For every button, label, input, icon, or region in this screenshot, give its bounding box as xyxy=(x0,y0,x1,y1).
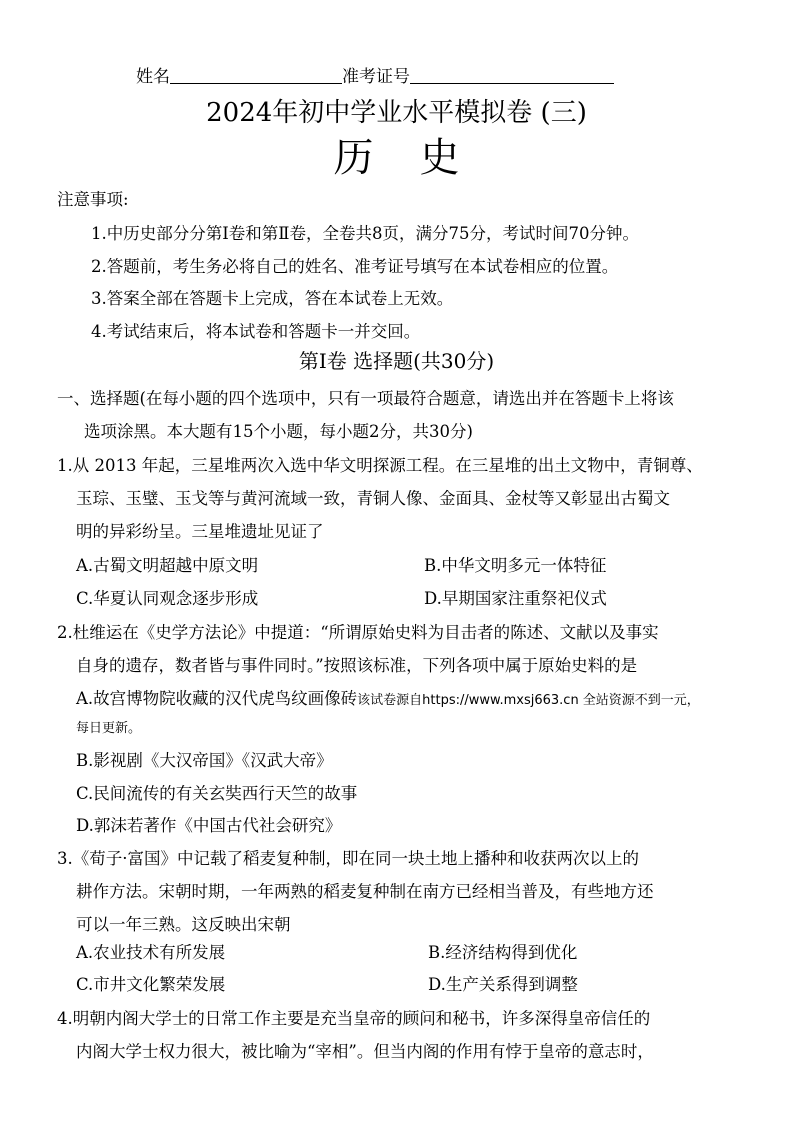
candidate-info xyxy=(136,62,614,87)
notice-item: 2.答题前，考生务必将自己的姓名、准考证号填写在本试卷相应的位置。 xyxy=(91,257,619,276)
exam-title: 2024年初中学业水平模拟卷 (三) xyxy=(206,98,587,128)
question-2-option-d[interactable]: D.郭沫若著作《中国古代社会研究》 xyxy=(76,816,342,835)
question-3-stem: 3.《荀子·富国》中记载了稻麦复种制，即在同一块土地上播种和收获两次以上的 xyxy=(57,849,639,868)
question-1-option-a[interactable]: A.古蜀文明超越中原文明 xyxy=(76,556,259,575)
question-2-option-c[interactable]: C.民间流传的有关玄奘西行天竺的故事 xyxy=(76,784,358,803)
question-1-option-b[interactable]: B.中华文明多元一体特征 xyxy=(424,556,607,575)
watermark-text: 该试卷源自https://www.mxsj663.cn 全站资源不到一元， xyxy=(357,693,700,708)
part-intro-line: 选项涂黑。本大题有15个小题，每小题2分，共30分) xyxy=(84,422,473,441)
section-title: 第Ⅰ卷 选择题(共30分) xyxy=(298,349,495,373)
name-field[interactable] xyxy=(170,65,342,84)
question-3-option-c[interactable]: C.市井文化繁荣发展 xyxy=(76,975,226,994)
name-label: 姓名 xyxy=(136,67,170,87)
notice-item: 4.考试结束后，将本试卷和答题卡一并交回。 xyxy=(91,322,421,341)
question-3-option-b[interactable]: B.经济结构得到优化 xyxy=(428,943,578,962)
question-3-stem: 可以一年三熟。这反映出宋朝 xyxy=(76,915,291,934)
question-3-option-a[interactable]: A.农业技术有所发展 xyxy=(76,943,226,962)
notice-heading: 注意事项: xyxy=(57,190,129,209)
question-4-stem: 4.明朝内阁大学士的日常工作主要是充当皇帝的顾问和秘书，许多深得皇帝信任的 xyxy=(57,1009,651,1028)
notice-item: 3.答案全部在答题卡上完成，答在本试卷上无效。 xyxy=(91,289,454,308)
question-2-option-b[interactable]: B.影视剧《大汉帝国》《汉武大帝》 xyxy=(76,751,333,770)
option-a-text: A.故宫博物院收藏的汉代虎鸟纹画像砖 xyxy=(76,689,358,708)
subject-title: 历史 xyxy=(333,135,506,181)
notice-item: 1.中历史部分分第Ⅰ卷和第Ⅱ卷，全卷共8页，满分75分，考试时间70分钟。 xyxy=(91,224,639,243)
question-1-option-c[interactable]: C.华夏认同观念逐步形成 xyxy=(76,589,259,608)
part-intro-line: 一、选择题(在每小题的四个选项中，只有一项最符合题意，请选出并在答题卡上将该 xyxy=(57,389,674,408)
question-2-stem: 自身的遗存，数者皆与事件同时。”按照该标准，下列各项中属于原始史料的是 xyxy=(76,656,638,675)
ticket-label: 准考证号 xyxy=(342,67,410,87)
question-2-option-a[interactable] xyxy=(76,688,700,712)
ticket-number-field[interactable] xyxy=(410,65,614,84)
question-2-stem: 2.杜维运在《史学方法论》中提道：“所谓原始史料为目击者的陈述、文献以及事实 xyxy=(57,623,659,642)
question-1-stem: 1.从 2013 年起，三星堆两次入选中华文明探源工程。在三星堆的出土文物中，青铜尊、 xyxy=(57,456,703,475)
question-1-stem: 玉琮、玉璧、玉戈等与黄河流域一致，青铜人像、金面具、金杖等又彰显出古蜀文 xyxy=(76,489,670,508)
question-4-stem: 内阁大学士权力很大，被比喻为“宰相”。但当内阁的作用有悖于皇帝的意志时， xyxy=(76,1042,654,1061)
watermark-text: 每日更新。 xyxy=(76,721,142,736)
question-1-option-d[interactable]: D.早期国家注重祭祀仪式 xyxy=(424,589,607,608)
question-3-option-d[interactable]: D.生产关系得到调整 xyxy=(428,975,578,994)
question-1-stem: 明的异彩纷呈。三星堆遗址见证了 xyxy=(76,522,324,541)
question-3-stem: 耕作方法。宋朝时期，一年两熟的稻麦复种制在南方已经相当普及，有些地方还 xyxy=(76,882,654,901)
